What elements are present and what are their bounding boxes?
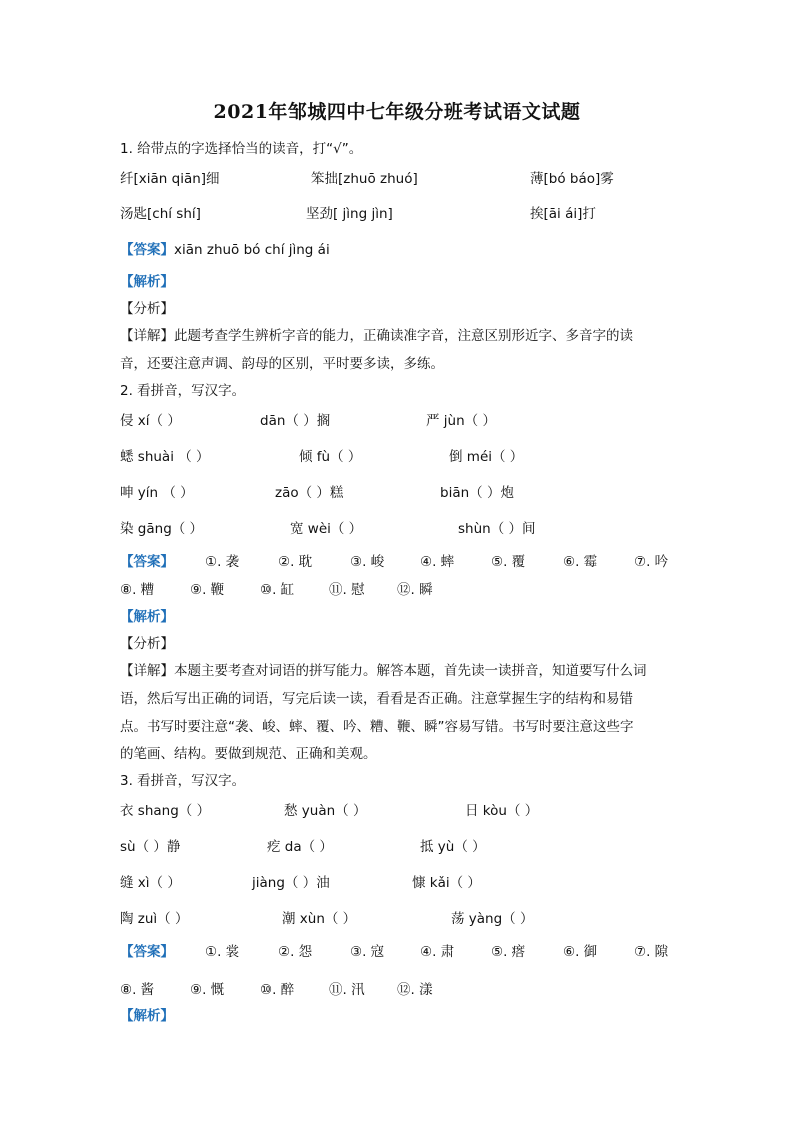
q2-answer-11: ⑪. 慰 bbox=[329, 582, 365, 598]
q1-item-3: 薄[bó báo]雾 bbox=[530, 171, 614, 187]
q3-item-5: 疙 da（ ） bbox=[267, 839, 333, 855]
q3-item-9: 慷 kǎi（ ） bbox=[412, 875, 481, 891]
q3-item-11: 潮 xùn（ ） bbox=[282, 911, 357, 927]
q1-detail-line-2: 音，还要注意声调、韵母的区别，平时要多读，多练。 bbox=[120, 356, 444, 372]
q2-item-1: 侵 xí（ ） bbox=[120, 413, 181, 429]
q3-answer-4: ④. 肃 bbox=[420, 944, 455, 960]
q3-answer-2: ②. 怨 bbox=[278, 944, 313, 960]
q2-analysis-label: 【解析】 bbox=[120, 609, 174, 625]
q2-item-5: 倾 fù（ ） bbox=[299, 449, 362, 465]
q2-answer-7: ⑦. 吟 bbox=[634, 554, 669, 570]
q2-answer-6: ⑥. 霉 bbox=[563, 554, 598, 570]
q1-item-6: 挨[āi ái]打 bbox=[530, 206, 596, 222]
q2-detail-line-4: 的笔画、结构。要做到规范、正确和美观。 bbox=[120, 746, 377, 762]
q2-detail-line-1: 【详解】本题主要考查对词语的拼写能力。解答本题，首先读一读拼音，知道要写什么词 bbox=[120, 663, 647, 679]
q2-answer-4: ④. 蟀 bbox=[420, 554, 455, 570]
q3-answer-row-1: 【答案】 bbox=[120, 944, 174, 960]
q3-answer-11: ⑪. 汛 bbox=[329, 982, 365, 998]
q1-item-4: 汤匙[chí shí] bbox=[120, 206, 201, 222]
q2-answer-8: ⑧. 糟 bbox=[120, 582, 155, 598]
q3-answer-9: ⑨. 慨 bbox=[190, 982, 225, 998]
q2-stem: 2. 看拼音，写汉字。 bbox=[120, 383, 246, 399]
q3-answer-1: ①. 裳 bbox=[205, 944, 240, 960]
q2-answer-2: ②. 耽 bbox=[278, 554, 313, 570]
q3-item-2: 愁 yuàn（ ） bbox=[284, 803, 367, 819]
q2-item-12: shùn（ ）间 bbox=[458, 521, 536, 537]
q1-stem: 1. 给带点的字选择恰当的读音，打“√”。 bbox=[120, 141, 363, 157]
q2-answer-9: ⑨. 鞭 bbox=[190, 582, 225, 598]
q2-detail-line-3: 点。书写时要注意“袭、峻、蟀、覆、吟、糟、鞭、瞬”容易写错。书写时要注意这些字 bbox=[120, 719, 634, 735]
q1-item-5: 坚劲[ jìng jìn] bbox=[306, 206, 393, 222]
q2-item-10: 染 gāng（ ） bbox=[120, 521, 204, 537]
q2-answer-1: ①. 袭 bbox=[205, 554, 240, 570]
q2-item-11: 宽 wèi（ ） bbox=[290, 521, 363, 537]
q1-answer bbox=[120, 241, 330, 259]
q2-item-8: zāo（ ）糕 bbox=[275, 485, 344, 501]
q3-analysis-label: 【解析】 bbox=[120, 1008, 174, 1024]
q1-item-1: 纤[xiān qiān]细 bbox=[120, 171, 220, 187]
q2-item-9: biān（ ）炮 bbox=[440, 485, 514, 501]
q3-answer-6: ⑥. 御 bbox=[563, 944, 598, 960]
q3-item-3: 日 kòu（ ） bbox=[465, 803, 539, 819]
detail-label: 【详解】 bbox=[120, 328, 174, 344]
q3-answer-7: ⑦. 隙 bbox=[634, 944, 669, 960]
q3-item-6: 抵 yù（ ） bbox=[420, 839, 486, 855]
q3-answer-3: ③. 寇 bbox=[350, 944, 385, 960]
q3-item-1: 衣 shang（ ） bbox=[120, 803, 211, 819]
q3-item-8: jiàng（ ）油 bbox=[252, 875, 330, 891]
q1-item-2: 笨拙[zhuō zhuó] bbox=[311, 171, 418, 187]
answer-label: 【答案】 bbox=[120, 242, 174, 258]
q1-detail-line-1: 【详解】此题考查学生辨析字音的能力，正确读准字音，注意区别形近字、多音字的读 bbox=[120, 328, 633, 344]
q3-item-7: 缝 xì（ ） bbox=[120, 875, 181, 891]
q3-answer-10: ⑩. 醉 bbox=[260, 982, 295, 998]
page-title: 2021年邹城四中七年级分班考试语文试题 bbox=[213, 101, 581, 123]
q3-stem: 3. 看拼音，写汉字。 bbox=[120, 773, 246, 789]
q2-item-6: 倒 méi（ ） bbox=[449, 449, 524, 465]
q3-answer-5: ⑤. 瘩 bbox=[491, 944, 526, 960]
q2-item-2: dān（ ）搁 bbox=[260, 413, 331, 429]
q2-answer-row-1: 【答案】 bbox=[120, 554, 174, 570]
q2-answer-3: ③. 峻 bbox=[350, 554, 385, 570]
q3-item-10: 陶 zuì（ ） bbox=[120, 911, 189, 927]
q3-answer-12: ⑫. 漾 bbox=[397, 982, 433, 998]
q1-fenxi-label: 【分析】 bbox=[120, 301, 174, 317]
q2-answer-5: ⑤. 覆 bbox=[491, 554, 526, 570]
q2-fenxi-label: 【分析】 bbox=[120, 636, 174, 652]
q1-analysis-label: 【解析】 bbox=[120, 274, 174, 290]
q2-item-3: 严 jùn（ ） bbox=[426, 413, 496, 429]
q2-detail-line-2: 语，然后写出正确的词语，写完后读一读，看看是否正确。注意掌握生字的结构和易错 bbox=[120, 691, 633, 707]
q3-answer-8: ⑧. 酱 bbox=[120, 982, 155, 998]
q2-answer-12: ⑫. 瞬 bbox=[397, 582, 433, 598]
q2-item-7: 呻 yín （ ） bbox=[120, 485, 194, 501]
q3-item-12: 荡 yàng（ ） bbox=[451, 911, 534, 927]
q2-item-4: 蟋 shuài （ ） bbox=[120, 449, 210, 465]
q1-answer-text: xiān zhuō bó chí jìng ái bbox=[174, 242, 330, 258]
q3-item-4: sù（ ）静 bbox=[120, 839, 181, 855]
q2-answer-10: ⑩. 缸 bbox=[260, 582, 295, 598]
